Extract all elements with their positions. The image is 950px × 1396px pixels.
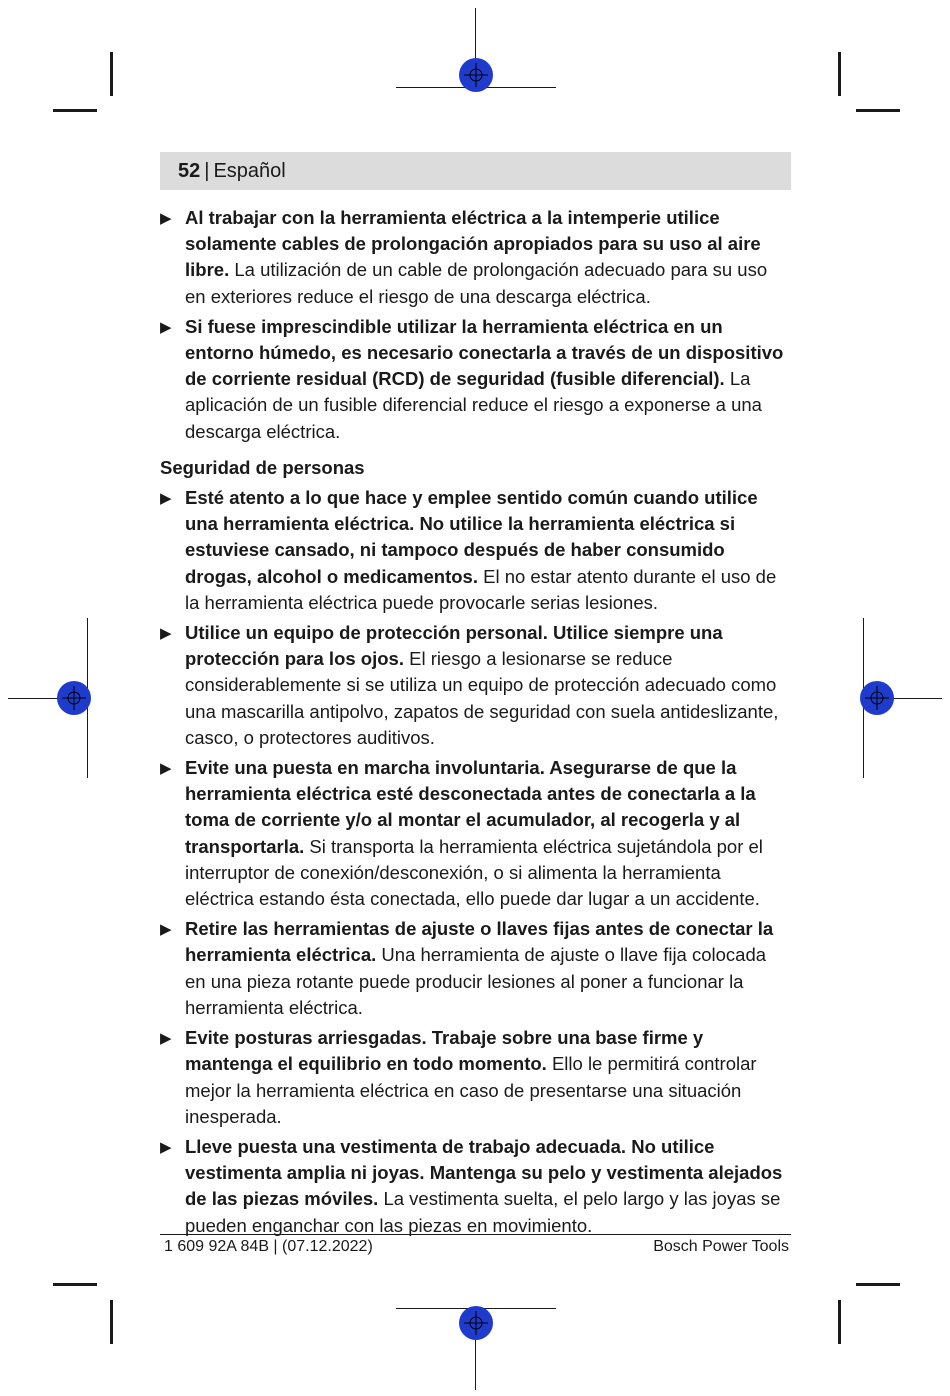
bullet-triangle-icon: ▶ [160,625,172,643]
page-footer [160,1234,791,1256]
item-bold-text: Al trabajar con la herramienta eléctrica a la intemperie utilice solamente cables de prolongación apropiados para su uso al aire libre. [185,207,761,281]
section-title: Seguridad de personas [160,456,365,478]
header-separator: | [204,159,210,182]
item-text: La vestimenta suelta, el pelo largo y las joyas se pueden enganchar con las piezas en movimiento. [185,1188,781,1236]
list-item [160,1134,791,1239]
crop-mark-bottom-right-horizontal [856,1283,900,1286]
bullet-triangle-icon: ▶ [160,210,172,227]
item-text: Ello le permitirá controlar mejor la herramienta eléctrica en caso de presentarse una situación inesperada. [185,1053,757,1127]
item-bold-text: Esté atento a lo que hace y emplee sentido común cuando utilice una herramienta eléctrica. No utilice la herramienta eléctrica si estuviese cansado, ni tampoco después de haber consumido drogas, alcohol o medicamentos. [185,487,758,587]
bullet-triangle-icon: ▶ [160,1030,172,1048]
bullet-triangle-icon: ▶ [160,760,172,778]
page-header [160,152,791,190]
crop-mark-bottom-left-horizontal [53,1283,97,1286]
item-bold-text: Si fuese imprescindible utilizar la herramienta eléctrica en un entorno húmedo, es necesario conectarla a través de un dispositivo de corriente residual (RCD) de seguridad (fusible diferencial). [185,315,784,390]
item-bold-text: Utilice un equipo de protección personal. Utilice siempre una protección para los ojos. [185,622,723,670]
header-language: Español [213,159,286,182]
crop-mark-bottom-left-vertical [110,1300,113,1344]
bullet-triangle-icon: ▶ [160,318,172,336]
list-item [160,755,791,912]
item-text: Una herramienta de ajuste o llave fija colocada en una pieza rotante puede producir lesiones al poner a funcionar la herramienta eléctrica. [185,944,767,1018]
registration-target-left-icon [56,680,92,716]
list-item [160,314,791,445]
footer-brand: Bosch Power Tools [653,1238,789,1255]
crop-mark-bottom-right-vertical [838,1300,841,1344]
list-item [160,620,791,751]
footer-doc-ref: 1 609 92A 84B | (07.12.2022) [164,1238,373,1255]
bullet-triangle-icon: ▶ [160,1138,172,1156]
item-text: La aplicación de un fusible diferencial reduce el riesgo a exponerse a una descarga eléctrica. [185,368,762,442]
registration-target-top-icon [458,57,494,93]
registration-target-bottom-icon [458,1305,494,1341]
crop-mark-top-right-horizontal [856,109,900,112]
item-text: Si transporta la herramienta eléctrica sujetándola por el interruptor de conexión/desconexión, o si alimenta la herramienta eléctrica estando ésta conectada, ello puede dar lugar a un accidente. [185,835,763,910]
crop-mark-top-left-horizontal [53,109,97,112]
item-bold-text: Evite una puesta en marcha involuntaria. Asegurarse de que la herramienta eléctrica esté desconectada antes de conectarla a la toma de corriente y/o al montar el acumulador, al recogerla y al transportarla. [185,757,756,857]
bullet-triangle-icon: ▶ [160,490,172,508]
crop-mark-top-left-vertical [110,52,113,96]
list-item [160,205,791,310]
list-item [160,485,791,616]
item-text: El riesgo a lesionarse se reduce considerablemente si se utiliza un equipo de protección adecuado como una mascarilla antipolvo, zapatos de seguridad con suela antideslizante, casco, o protectores auditivos. [185,648,779,748]
item-text: El no estar atento durante el uso de la herramienta eléctrica puede provocarle serias lesiones. [185,565,777,613]
item-text: La utilización de un cable de prolongación adecuado para su uso en exteriores reduce el riesgo de una descarga eléctrica. [185,259,768,307]
crop-mark-top-right-vertical [838,52,841,96]
list-item [160,1025,791,1130]
item-bold-text: Retire las herramientas de ajuste o llaves fijas antes de conectar la herramienta eléctrica. [185,918,774,966]
item-bold-text: Lleve puesta una vestimenta de trabajo adecuada. No utilice vestimenta amplia ni joyas. Mantenga su pelo y vestimenta alejados de las piezas móviles. [185,1135,783,1210]
item-bold-text: Evite posturas arriesgadas. Trabaje sobre una base firme y mantenga el equilibrio en todo momento. [185,1027,704,1075]
page-number: 52 [178,159,201,182]
bullet-triangle-icon: ▶ [160,921,172,939]
registration-target-right-icon [859,680,895,716]
list-item [160,916,791,1021]
page-content [160,205,791,1243]
